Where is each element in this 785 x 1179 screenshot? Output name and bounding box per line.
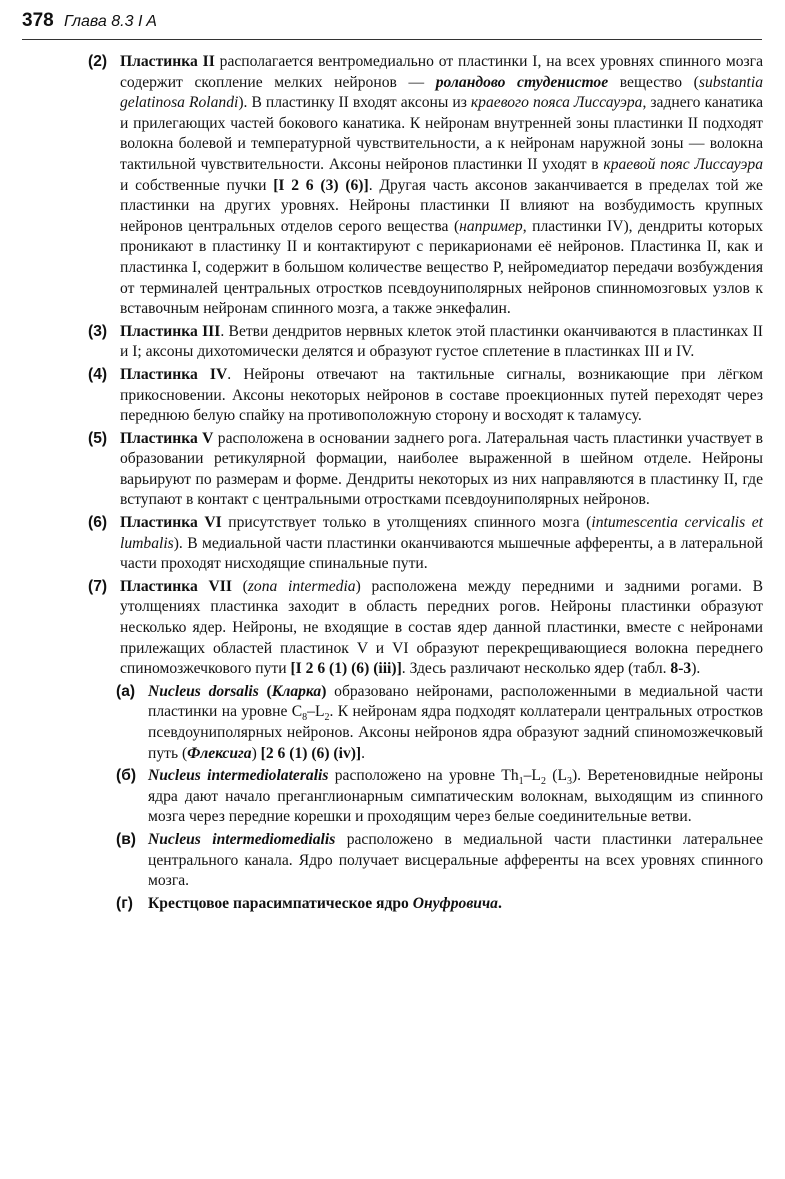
text-run: (: [258, 682, 272, 700]
text-run: вещество (: [608, 73, 699, 91]
text-run: .: [361, 744, 366, 762]
text-run: . Другая часть аксонов заканчивается в пределах той же пластинки на других уровнях. Нейроны пластинки II влияют на возбудимость крупных нейронов центральных отделов серого вещества (: [120, 176, 763, 235]
text-run: ). Веретеновидные нейроны ядра дают начало преганглионарным симпатическим волокнам, выходящим из спинного мозга через передние корешки и проходящим через белые соединительные ветви.: [148, 767, 763, 826]
text-run: ). В пластинку II входят аксоны из: [238, 94, 471, 112]
text-run: 8: [302, 712, 308, 724]
list-item: [0, 322, 785, 363]
text-run: zona intermedia: [247, 577, 356, 595]
text-run: присутствует только в утолщениях спинного мозга (: [221, 514, 592, 532]
item-marker: (5): [88, 429, 108, 447]
list-item: [0, 830, 785, 892]
item-marker: (в): [116, 830, 136, 848]
list-item: [0, 577, 785, 680]
list-item: [0, 894, 785, 915]
text-run: (: [231, 577, 248, 595]
text-run: substantia gelatinosa Rolandi: [120, 73, 763, 112]
text-run: Кларка: [271, 682, 322, 700]
item-marker: (а): [116, 682, 136, 700]
text-run: ) расположена между передними и задними рогами. В утолщениях пластинка заходит в область передних рогов. Нейроны пластинки образуют несколько ядер. Нейроны, не входящие в состав ядер данной пластинки, вместе с нейронами прилежащих областей пластинок V и VI образуют перекрещивающиеся волокна переднего спиномозжечкового пути: [120, 577, 763, 678]
text-run: и собственные пучки: [120, 176, 274, 194]
item-marker: (7): [88, 577, 108, 595]
text-run: ): [251, 744, 261, 762]
text-run: ). В медиальной части пластинки оканчиваются мышечные афференты, а в латеральной части проходят нисходящие спинальные пути.: [120, 534, 763, 573]
text-run: . Здесь различают несколько ядер (табл.: [401, 660, 671, 678]
text-run: [2 6 (1) (6) (iv)]: [260, 744, 362, 762]
text-run: расположено в медиальной части пластинки латеральнее центрального канала. Ядро получает висцеральные афференты на всех уровнях спинного мозга.: [148, 830, 763, 890]
list-item: [0, 429, 785, 511]
text-run: 1: [518, 776, 524, 788]
chapter-title: Глава 8.3 I A: [64, 13, 157, 30]
list-item: [0, 766, 785, 828]
text-run: . Нейроны отвечают на тактильные сигналы, возникающие при лёгком прикосновении. Аксоны некоторых нейронов в составе проекционных путей переходят через переднюю белую спайку на противоположную сторону и восходят к таламусу.: [120, 365, 764, 425]
text-run: [I 2 6 (1) (6) (iii)]: [290, 660, 402, 678]
item-marker: (6): [88, 514, 108, 532]
text-run: –L: [523, 767, 541, 785]
list-item: [0, 52, 785, 320]
text-run: Пластинка VII: [120, 577, 232, 595]
item-marker: (2): [88, 53, 108, 70]
header-rule: [22, 39, 762, 40]
text-run: 2: [324, 712, 330, 724]
text-run: расположена в основании заднего рога. Латеральная часть пластинки участвует в образовании ретикулярной формации, наиболее выраженной в шейном отделе. Нейроны варьируют по размерам и форме. Дендриты некоторых из них направляются в пластинку II, где вступают в контакт с центральными отростками псевдоуниполярных нейронов.: [120, 429, 764, 509]
text-run: образовано нейронами, расположенными в медиальной части пластинки на уровне C: [148, 682, 764, 721]
text-run: расположено на уровне Th: [328, 767, 519, 785]
text-run: краевой пояс Лиссауэра: [603, 155, 763, 173]
item-marker: (г): [116, 894, 133, 912]
text-run: Пластинка IV: [120, 365, 228, 383]
text-run: (L: [545, 767, 567, 785]
text-run: 3: [566, 776, 572, 788]
text-run: . К нейронам ядра подходят коллатерали центральных отростков псевдоуниполярных нейронов. Аксоны нейронов ядра образуют задний спиномозжечковый путь (: [148, 703, 763, 762]
text-run: 8-3: [670, 660, 692, 678]
item-marker: (3): [88, 322, 108, 340]
item-marker: (б): [116, 767, 137, 785]
item-marker: (4): [88, 365, 108, 383]
list-item: [0, 365, 785, 427]
page-number: 378: [22, 10, 54, 31]
text-run: –L: [307, 703, 325, 721]
text-run: . Ветви дендритов нервных клеток этой пластинки оканчиваются в пластинках II и I; аксоны дихотомически делятся и образуют густое сплетение в пластинках III и IV.: [120, 322, 763, 361]
text-run: 2: [540, 776, 546, 788]
text-run: .: [497, 894, 502, 912]
text-run: ).: [691, 660, 701, 678]
list-item: [0, 513, 785, 575]
text-run: роландово студенистое: [435, 73, 609, 91]
text-run: [I 2 6 (3) (6)]: [273, 176, 369, 194]
page-header: [22, 8, 762, 38]
text-run: intumescentia cervicalis et lumbalis: [120, 514, 764, 552]
text-run: , пластинки IV), дендриты которых проникают в пластинку II и контактируют с перикарионами её нейронов. Пластинка II, как и пластинка I, содержит в большом количестве вещество P, нейромедиатор передачи возбуждения от терминалей центральных отростков псевдоуниполярных нейронов спинномозговых узлов к вставочным нейронам спинного мозга, а также энкефалин.: [120, 217, 763, 318]
list-item: [0, 682, 785, 764]
page-body: [0, 52, 785, 916]
text-run: например: [459, 217, 523, 235]
text-run: Пластинка III: [120, 322, 221, 340]
text-run: Nucleus intermediomedialis: [148, 830, 336, 848]
text-run: Пластинка V: [120, 429, 214, 447]
text-run: , заднего канатика и прилегающих частей бокового канатика. К нейронам внутренней зоны пластинки II подходят волокна болевой и температурной чувствительности, а к нейронам наружной зоны — волокна тактильной чувствительности. Аксоны нейронов пластинки II уходят в: [120, 94, 764, 173]
text-run: Онуфровича: [412, 894, 498, 912]
text-run: Флексига: [187, 744, 252, 762]
text-run: Nucleus intermediolateralis: [148, 767, 329, 785]
text-run: Nucleus dorsalis: [148, 682, 259, 700]
text-run: Крестцовое парасимпатическое ядро: [148, 894, 413, 912]
text-run: располагается вентромедиально от пластинки I, на всех уровнях спинного мозга содержит скопление мелких нейронов —: [120, 53, 763, 91]
text-run: краевого пояса Лиссауэра: [470, 94, 643, 112]
text-run: ): [321, 682, 327, 700]
text-run: Пластинка VI: [120, 514, 222, 532]
text-run: Пластинка II: [120, 53, 215, 70]
